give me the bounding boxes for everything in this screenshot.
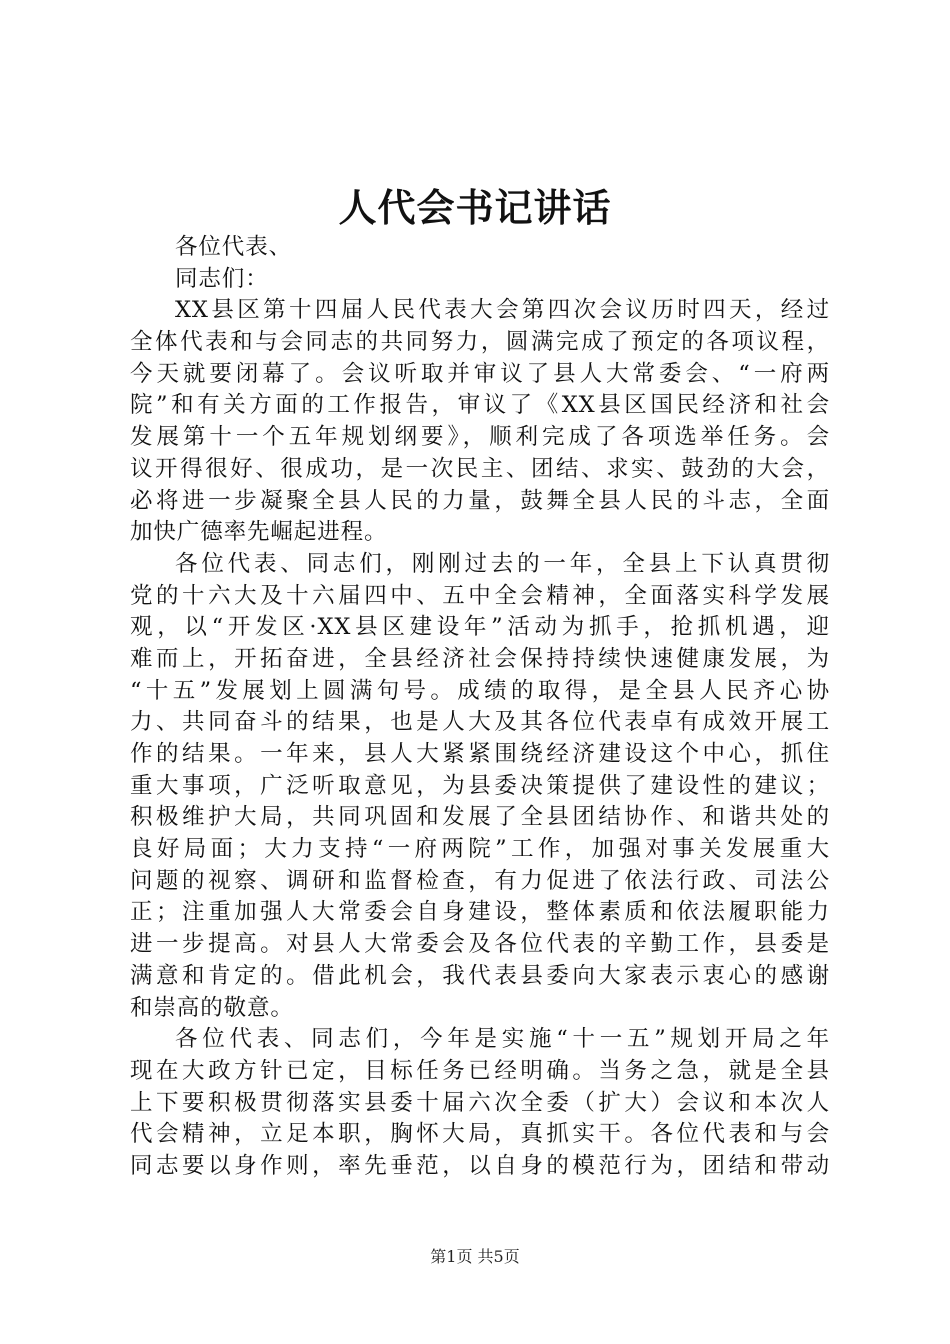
paragraph-line: 满意和肯定的。借此机会，我代表县委向大家表示衷心的感谢 bbox=[130, 962, 830, 989]
paragraph-line: 进一步提高。对县人大常委会及各位代表的辛勤工作，县委是 bbox=[130, 931, 830, 958]
paragraph-line: 和崇高的敬意。 bbox=[130, 994, 294, 1021]
paragraph-line: XX县区第十四届人民代表大会第四次会议历时四天，经过 bbox=[175, 297, 830, 324]
paragraph-line: 力、共同奋斗的结果，也是人大及其各位代表卓有成效开展工 bbox=[130, 709, 830, 736]
paragraph-line: 正；注重加强人大常委会自身建设，整体素质和依法履职能力 bbox=[130, 899, 830, 926]
paragraph-line: 良好局面；大力支持“一府两院”工作，加强对事关发展重大 bbox=[130, 836, 830, 863]
paragraph-line: 作的结果。一年来，县人大紧紧围绕经济建设这个中心，抓住 bbox=[130, 741, 830, 767]
paragraph-line: 全体代表和与会同志的共同努力，圆满完成了预定的各项议程， bbox=[130, 329, 830, 356]
paragraph-line: 各位代表、同志们，刚刚过去的一年，全县上下认真贯彻 bbox=[175, 550, 830, 577]
paragraph-line: 党的十六大及十六届四中、五中全会精神，全面落实科学发展 bbox=[130, 582, 830, 609]
paragraph-line: “十五”发展划上圆满句号。成绩的取得，是全县人民齐心协 bbox=[130, 677, 830, 704]
document-title: 人代会书记讲话 bbox=[338, 185, 612, 230]
salutation-line: 同志们： bbox=[175, 265, 269, 292]
paragraph-line: 同志要以身作则，率先垂范，以自身的模范行为，团结和带动 bbox=[130, 1152, 830, 1179]
page-footer: 第1页 共5页 bbox=[430, 1247, 520, 1266]
paragraph-line: 必将进一步凝聚全县人民的力量，鼓舞全县人民的斗志，全面 bbox=[130, 487, 830, 514]
document-body bbox=[130, 232, 830, 1183]
paragraph-line: 难而上，开拓奋进，全县经济社会保持持续快速健康发展，为 bbox=[130, 645, 830, 672]
paragraph-line: 问题的视察、调研和监督检查，有力促进了依法行政、司法公 bbox=[130, 867, 830, 894]
paragraph-line: 院”和有关方面的工作报告，审议了《XX县区国民经济和社会 bbox=[130, 392, 830, 419]
salutation-line: 各位代表、 bbox=[175, 234, 293, 260]
paragraph-line: 议开得很好、很成功，是一次民主、团结、求实、鼓劲的大会， bbox=[130, 455, 830, 482]
paragraph-line: 各位代表、同志们，今年是实施“十一五”规划开局之年 bbox=[175, 1026, 830, 1053]
paragraph-line: 观，以“开发区·XX县区建设年”活动为抓手，抢抓机遇，迎 bbox=[130, 614, 830, 641]
paragraph-line: 今天就要闭幕了。会议听取并审议了县人大常委会、“一府两 bbox=[130, 360, 830, 387]
paragraph-line: 代会精神，立足本职，胸怀大局，真抓实干。各位代表和与会 bbox=[130, 1121, 830, 1148]
paragraph-line: 发展第十一个五年规划纲要》，顺利完成了各项选举任务。会 bbox=[130, 424, 830, 451]
paragraph-line: 积极维护大局，共同巩固和发展了全县团结协作、和谐共处的 bbox=[130, 804, 830, 831]
paragraph-line: 上下要积极贯彻落实县委十届六次全委（扩大）会议和本次人 bbox=[130, 1089, 830, 1116]
paragraph-line: 加快广德率先崛起进程。 bbox=[130, 519, 388, 546]
paragraph-line: 重大事项，广泛听取意见，为县委决策提供了建设性的建议； bbox=[130, 772, 830, 799]
paragraph-line: 现在大政方针已定，目标任务已经明确。当务之急，就是全县 bbox=[130, 1057, 830, 1084]
